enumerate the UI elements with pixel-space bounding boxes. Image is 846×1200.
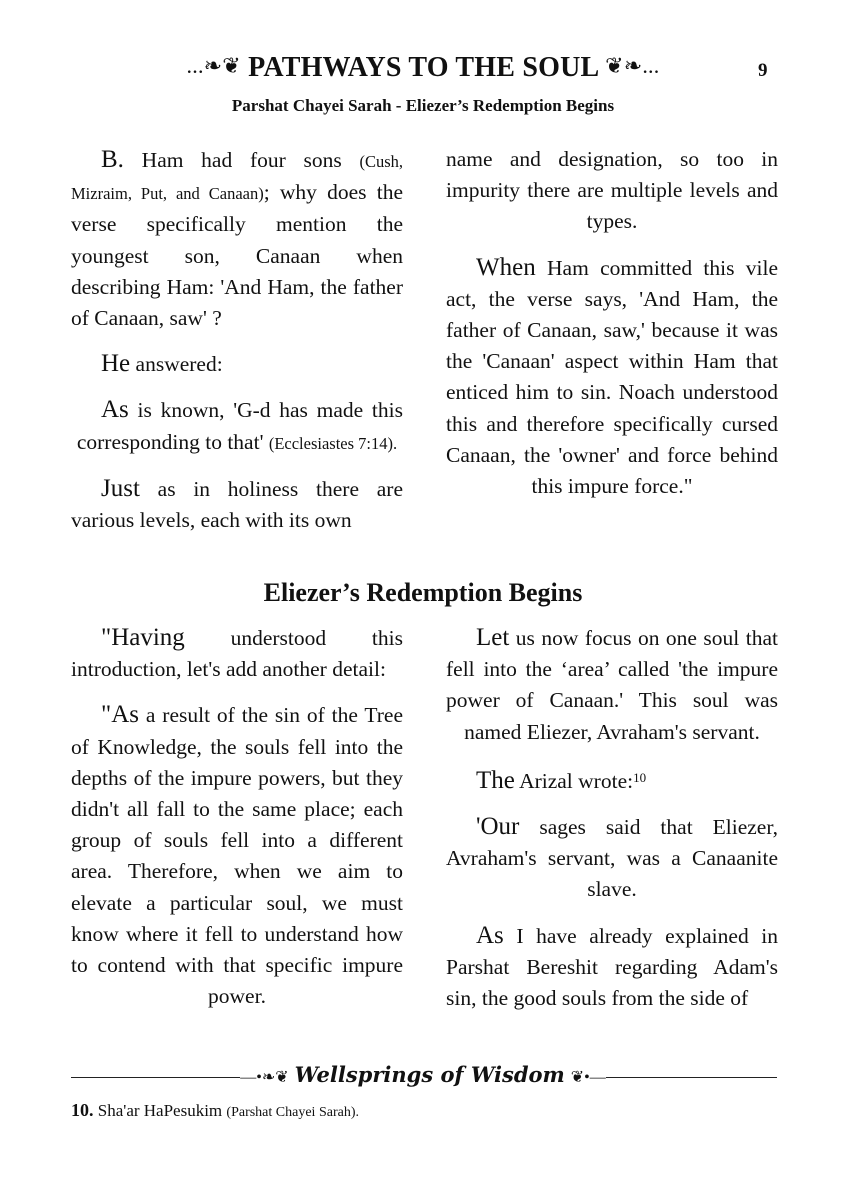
- paragraph: He answered:: [101, 350, 223, 378]
- paragraph: Just as in holiness there are various levels, each with its own: [71, 474, 403, 533]
- paragraph: name and designation, so too in impurity there are multiple levels and types.: [446, 147, 778, 234]
- footer-ornament-left-icon: —•❧❦: [240, 1069, 289, 1086]
- column-bottom-right: [446, 622, 778, 1028]
- ornament-right-icon: ❦❧...: [605, 53, 660, 78]
- paragraph: "Having understood this introduction, let's add another detail:: [71, 624, 403, 682]
- ornament-left-icon: ...❧❦: [186, 53, 241, 78]
- paragraph: The Arizal wrote:$^{10}$: [476, 766, 647, 794]
- paragraph: Let us now focus on one soul that fell into the ‘area’ called 'the impure power of Canaan.' This soul was named Eliezer, Avraham's servant.: [446, 624, 778, 744]
- column-top-left: [71, 144, 403, 550]
- paragraph: When Ham committed this vile act, the verse says, 'And Ham, the father of Canaan, saw,' because it was the 'Canaan' aspect within Ham that enticed him to sin. Noach understood this and therefore specifically cursed Canaan, the 'owner' and force behind this impure force.": [446, 253, 778, 499]
- book-title: PATHWAYS TO THE SOUL: [248, 52, 598, 83]
- column-bottom-left: [71, 622, 403, 1026]
- footnote-number: 10.: [71, 1100, 94, 1120]
- paragraph: As is known, 'G-d has made this corresponding to that' (Ecclesiastes 7:14).: [76, 396, 403, 454]
- footnote-ref[interactable]: 10: [633, 769, 647, 785]
- footer-ornament-right-icon: ❦•—: [570, 1069, 606, 1086]
- column-top-right: [446, 144, 778, 516]
- page-number: 9: [758, 60, 768, 81]
- running-header: [0, 52, 846, 84]
- section-heading: Eliezer’s Redemption Begins: [263, 578, 583, 607]
- paragraph: As I have already explained in Parshat Bereshit regarding Adam's sin, the good souls from the side of: [446, 921, 778, 1011]
- footnote: 10. Sha'ar HaPesukim (Parshat Chayei Sarah).: [71, 1100, 359, 1120]
- footer-brand: [0, 1062, 846, 1087]
- paragraph: "As a result of the sin of the Tree of Knowledge, the souls fell into the depths of the impure powers, but they didn't all fall to the same place; each group of souls fell into a different area. Therefore, when we aim to elevate a particular soul, we must know where it fell to understand how to contend with that specific impure power.: [71, 701, 403, 1009]
- chapter-subtitle: Parshat Chayei Sarah - Eliezer’s Redemption Begins: [231, 96, 615, 115]
- paragraph: 'Our sages said that Eliezer, Avraham's servant, was a Canaanite slave.: [446, 813, 778, 902]
- footer-brand-text: Wellsprings of Wisdom: [289, 1062, 571, 1087]
- paragraph: B. Ham had four sons (Cush, Mizraim, Put, and Canaan); why does the verse specifically mention the youngest son, Canaan when describing Ham: 'And Ham, the father of Canaan, saw' ?: [71, 146, 403, 331]
